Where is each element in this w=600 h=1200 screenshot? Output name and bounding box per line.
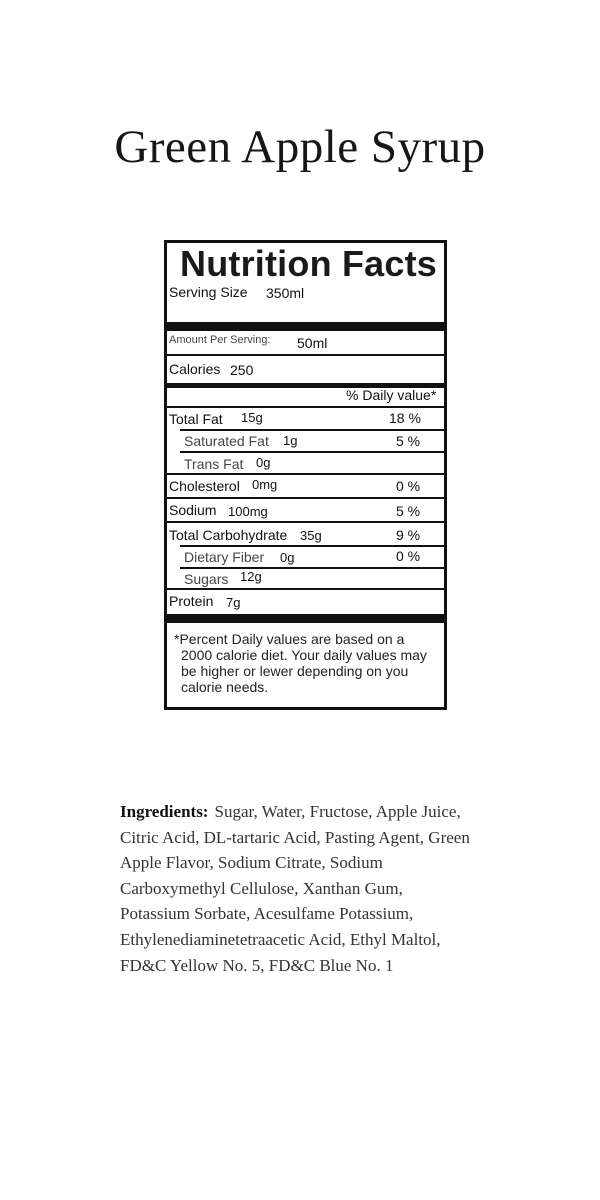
nutrient-percent-cholesterol: 0 %	[396, 478, 421, 494]
footnote	[174, 631, 436, 695]
nutrient-amount-protein: 7g	[226, 595, 241, 610]
thick-divider-bottom	[167, 614, 444, 623]
product-title: Green Apple Syrup	[114, 121, 486, 173]
nutrient-percent-saturated-fat: 5 %	[396, 433, 421, 449]
divider	[180, 567, 444, 569]
divider	[167, 406, 444, 408]
ingredients-line: Apple Flavor, Sodium Citrate, Sodium	[120, 853, 383, 873]
divider	[167, 354, 444, 356]
ingredients-label: Ingredients:	[120, 802, 209, 821]
ingredients-line: Potassium Sorbate, Acesulfame Potassium,	[120, 904, 414, 924]
ingredients-line: Citric Acid, DL-tartaric Acid, Pasting Agent, Green	[120, 827, 470, 847]
thick-divider-top	[167, 322, 444, 331]
nutrition-facts-label	[164, 240, 447, 710]
divider	[167, 473, 444, 475]
nutrient-percent-total-carbohydrate: 9 %	[396, 527, 421, 543]
divider	[167, 497, 444, 499]
nutrient-label-cholesterol: Cholesterol	[169, 478, 240, 494]
ingredients-line	[120, 799, 520, 825]
divider	[167, 588, 444, 590]
ingredients-text: Sugar, Water, Fructose, Apple Juice,	[214, 802, 461, 821]
serving-size-value: 350ml	[266, 285, 305, 301]
nutrient-label-saturated-fat: Saturated Fat	[184, 433, 269, 449]
nutrient-amount-total-carbohydrate: 35g	[300, 528, 322, 543]
ingredients-line: FD&C Yellow No. 5, FD&C Blue No. 1	[120, 955, 394, 975]
divider	[180, 545, 444, 547]
nutrient-label-trans-fat: Trans Fat	[184, 456, 244, 472]
footnote-line: calorie needs.	[181, 679, 269, 695]
nutrient-amount-saturated-fat: 1g	[283, 433, 298, 448]
amount-per-serving-value: 50ml	[297, 335, 328, 351]
nutrient-percent-total-fat: 18 %	[389, 410, 421, 426]
calories-value: 250	[230, 362, 254, 378]
nutrient-label-sodium: Sodium	[169, 502, 217, 518]
nutrient-percent-dietary-fiber: 0 %	[396, 548, 421, 564]
nutrient-label-total-carbohydrate: Total Carbohydrate	[169, 527, 288, 543]
calories-label: Calories	[169, 361, 221, 377]
nutrition-facts-heading: Nutrition Facts	[180, 243, 438, 284]
nutrient-label-protein: Protein	[169, 593, 214, 609]
ingredients-line: Ethylenediaminetetraacetic Acid, Ethyl Maltol,	[120, 929, 441, 949]
ingredients-block	[120, 799, 520, 978]
nutrient-label-dietary-fiber: Dietary Fiber	[184, 549, 265, 565]
nutrient-amount-sugars: 12g	[240, 569, 262, 584]
nutrient-label-total-fat: Total Fat	[169, 411, 223, 427]
nutrient-amount-dietary-fiber: 0g	[280, 550, 295, 565]
divider	[180, 451, 444, 453]
footnote-line: be higher or lewer depending on you	[181, 663, 409, 679]
daily-value-header: % Daily value*	[346, 387, 437, 403]
ingredients-line: Carboxymethyl Cellulose, Xanthan Gum,	[120, 878, 403, 898]
nutrient-amount-sodium: 100mg	[228, 504, 268, 519]
footnote-line: 2000 calorie diet. Your daily values may	[181, 647, 427, 663]
divider	[167, 521, 444, 523]
nutrient-percent-sodium: 5 %	[396, 503, 421, 519]
nutrient-amount-total-fat: 15g	[241, 410, 263, 425]
amount-per-serving-label: Amount Per Serving:	[169, 334, 271, 346]
divider	[180, 429, 444, 431]
nutrient-label-sugars: Sugars	[184, 571, 229, 587]
nutrient-amount-cholesterol: 0mg	[252, 477, 278, 492]
nutrient-amount-trans-fat: 0g	[256, 455, 271, 470]
serving-size-label: Serving Size	[169, 284, 248, 300]
footnote-line: *Percent Daily values are based on a	[174, 631, 405, 647]
